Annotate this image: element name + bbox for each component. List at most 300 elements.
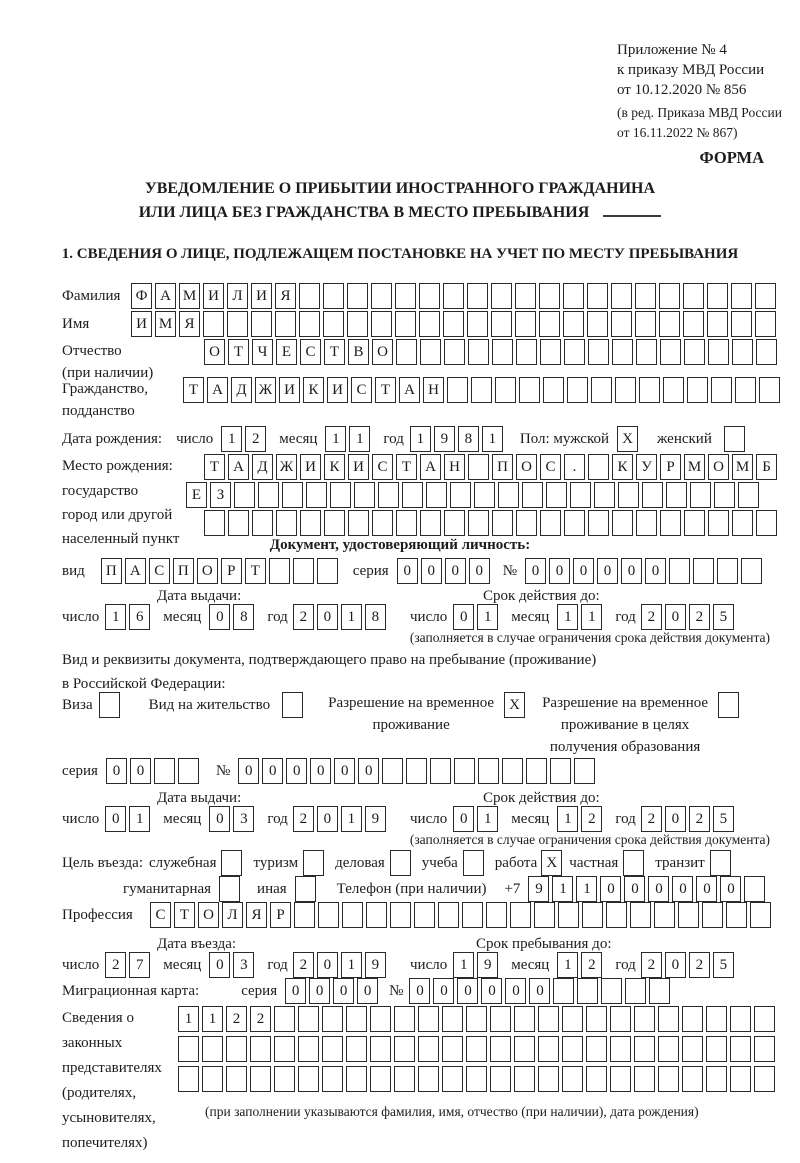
char-cell xyxy=(443,283,464,309)
purpose-business-checkbox xyxy=(390,850,414,876)
char-cell: Б xyxy=(756,454,777,480)
char-cell: С xyxy=(540,454,561,480)
amendment-line: от 16.11.2022 № 867) xyxy=(617,125,738,140)
char-cell xyxy=(659,311,680,337)
purpose-humanitarian-label: гуманитарная xyxy=(123,880,212,897)
char-cell: Ж xyxy=(255,377,276,403)
char-cell xyxy=(467,311,488,337)
char-cell: 1 xyxy=(410,426,431,452)
purpose-study-label: учеба xyxy=(421,854,458,871)
char-cell xyxy=(466,1006,487,1032)
char-cell: С xyxy=(351,377,372,403)
char-cell: 0 xyxy=(130,758,151,784)
char-cell: 0 xyxy=(469,558,490,584)
char-cell: 9 xyxy=(477,952,498,978)
char-cell xyxy=(495,377,516,403)
char-cell xyxy=(178,758,199,784)
char-cell xyxy=(414,902,435,928)
char-cell: И xyxy=(131,311,152,337)
char-cell xyxy=(370,1066,391,1092)
migration-number-label: № xyxy=(389,982,404,999)
char-cell: 3 xyxy=(233,952,254,978)
char-cell xyxy=(731,311,752,337)
char-cell xyxy=(611,311,632,337)
temp-residence-line2: проживание xyxy=(372,717,450,733)
char-cell: 0 xyxy=(433,978,454,1004)
char-cell: Ч xyxy=(252,339,273,365)
char-cell xyxy=(370,1036,391,1062)
given-name-row xyxy=(62,311,779,337)
temp-residence-line1: Разрешение на временное xyxy=(328,695,495,711)
char-cell xyxy=(658,1036,679,1062)
amendment-line: (в ред. Приказа МВД России xyxy=(617,105,782,120)
char-cell xyxy=(250,1036,271,1062)
month-label: месяц xyxy=(163,810,202,827)
birth-place-label2: государство xyxy=(62,483,139,499)
char-cell xyxy=(682,1036,703,1062)
permit-number-label: № xyxy=(215,762,231,779)
char-cell xyxy=(298,1006,319,1032)
char-cell xyxy=(732,339,753,365)
char-cell xyxy=(317,558,338,584)
char-cell xyxy=(202,1036,223,1062)
patronymic-boxes xyxy=(204,339,780,365)
year-label: год xyxy=(615,608,636,625)
permit-issue-day xyxy=(105,806,153,832)
char-cell xyxy=(330,482,351,508)
phone-label: Телефон (при наличии) xyxy=(336,880,487,897)
char-cell xyxy=(468,454,489,480)
profession-row xyxy=(62,902,774,928)
char-cell xyxy=(570,482,591,508)
char-cell xyxy=(342,902,363,928)
year-label: год xyxy=(267,608,288,625)
char-cell: Л xyxy=(227,283,248,309)
char-cell xyxy=(474,482,495,508)
char-cell: 0 xyxy=(453,604,474,630)
char-cell xyxy=(426,482,447,508)
purpose-tourism-label: туризм xyxy=(253,854,299,871)
char-cell xyxy=(492,510,513,536)
char-cell: А xyxy=(155,283,176,309)
char-cell: 0 xyxy=(505,978,526,1004)
char-cell xyxy=(663,377,684,403)
char-cell xyxy=(346,1006,367,1032)
char-cell: Н xyxy=(423,377,444,403)
identity-issue-month xyxy=(209,604,257,630)
char-cell: И xyxy=(203,283,224,309)
char-cell: И xyxy=(279,377,300,403)
char-cell xyxy=(654,902,675,928)
identity-issue-date-row xyxy=(62,604,389,630)
char-cell xyxy=(498,482,519,508)
char-cell xyxy=(234,482,255,508)
char-cell: 0 xyxy=(549,558,570,584)
representatives-boxes-2 xyxy=(178,1036,778,1062)
char-cell xyxy=(759,377,780,403)
char-cell xyxy=(354,482,375,508)
char-cell xyxy=(346,1066,367,1092)
char-cell xyxy=(660,339,681,365)
char-cell: 1 xyxy=(477,604,498,630)
char-cell: 1 xyxy=(178,1006,199,1032)
char-cell xyxy=(706,1006,727,1032)
char-cell: С xyxy=(149,558,170,584)
permit-valid-label: Срок действия до: xyxy=(483,790,600,806)
char-cell xyxy=(615,377,636,403)
char-cell: 1 xyxy=(482,426,503,452)
char-cell xyxy=(442,1006,463,1032)
char-cell: П xyxy=(101,558,122,584)
char-cell xyxy=(519,377,540,403)
char-cell: 2 xyxy=(641,806,662,832)
purpose-row2 xyxy=(123,876,768,902)
char-cell xyxy=(539,311,560,337)
char-cell xyxy=(586,1006,607,1032)
char-cell xyxy=(390,850,411,876)
char-cell xyxy=(587,311,608,337)
char-cell xyxy=(275,311,296,337)
char-cell: 0 xyxy=(286,758,307,784)
char-cell: 9 xyxy=(528,876,549,902)
char-cell: 7 xyxy=(129,952,150,978)
char-cell xyxy=(467,283,488,309)
char-cell: 2 xyxy=(293,952,314,978)
char-cell: 1 xyxy=(105,604,126,630)
char-cell: И xyxy=(348,454,369,480)
char-cell: 1 xyxy=(349,426,370,452)
char-cell xyxy=(539,283,560,309)
char-cell: 1 xyxy=(202,1006,223,1032)
representatives-boxes-1 xyxy=(178,1006,778,1032)
char-cell xyxy=(438,902,459,928)
char-cell: 0 xyxy=(457,978,478,1004)
char-cell xyxy=(258,482,279,508)
citizenship-row xyxy=(183,377,783,403)
char-cell xyxy=(591,377,612,403)
char-cell: 0 xyxy=(310,758,331,784)
char-cell: 1 xyxy=(341,604,362,630)
birth-place-row1 xyxy=(204,454,780,480)
char-cell xyxy=(601,978,622,1004)
char-cell xyxy=(588,339,609,365)
char-cell: А xyxy=(228,454,249,480)
char-cell: 2 xyxy=(250,1006,271,1032)
char-cell xyxy=(419,283,440,309)
char-cell: 1 xyxy=(221,426,242,452)
char-cell xyxy=(708,339,729,365)
char-cell xyxy=(726,902,747,928)
char-cell xyxy=(618,482,639,508)
char-cell xyxy=(683,311,704,337)
char-cell: 2 xyxy=(689,604,710,630)
char-cell xyxy=(450,482,471,508)
char-cell: 0 xyxy=(333,978,354,1004)
representatives-label2: законных xyxy=(62,1035,123,1051)
char-cell: Т xyxy=(396,454,417,480)
char-cell xyxy=(303,850,324,876)
char-cell xyxy=(490,1036,511,1062)
char-cell xyxy=(635,283,656,309)
char-cell xyxy=(690,482,711,508)
purpose-private-checkbox xyxy=(623,850,647,876)
char-cell xyxy=(293,558,314,584)
char-cell: М xyxy=(684,454,705,480)
char-cell xyxy=(276,510,297,536)
char-cell xyxy=(577,978,598,1004)
char-cell xyxy=(658,1006,679,1032)
char-cell: 2 xyxy=(641,952,662,978)
char-cell xyxy=(706,1036,727,1062)
char-cell: Я xyxy=(275,283,296,309)
char-cell: Т xyxy=(174,902,195,928)
char-cell xyxy=(396,339,417,365)
residence-permit-label: Вид на жительство xyxy=(148,697,271,713)
char-cell: 0 xyxy=(481,978,502,1004)
char-cell xyxy=(683,283,704,309)
temp-residence-label xyxy=(328,692,494,736)
char-cell xyxy=(394,1066,415,1092)
day-label: число xyxy=(410,810,448,827)
birth-date-row xyxy=(62,426,748,452)
char-cell xyxy=(610,1036,631,1062)
char-cell xyxy=(610,1066,631,1092)
char-cell: Т xyxy=(245,558,266,584)
char-cell xyxy=(442,1066,463,1092)
profession-boxes xyxy=(150,902,774,928)
char-cell: 1 xyxy=(325,426,346,452)
char-cell: 2 xyxy=(689,952,710,978)
char-cell xyxy=(274,1036,295,1062)
char-cell xyxy=(538,1036,559,1062)
char-cell: А xyxy=(420,454,441,480)
char-cell xyxy=(347,311,368,337)
char-cell xyxy=(466,1036,487,1062)
char-cell xyxy=(228,510,249,536)
char-cell xyxy=(219,876,240,902)
char-cell: 2 xyxy=(581,806,602,832)
char-cell: 8 xyxy=(233,604,254,630)
char-cell xyxy=(562,1066,583,1092)
char-cell xyxy=(526,758,547,784)
char-cell: 0 xyxy=(262,758,283,784)
char-cell: 0 xyxy=(720,876,741,902)
char-cell xyxy=(660,510,681,536)
char-cell xyxy=(684,339,705,365)
char-cell: 0 xyxy=(696,876,717,902)
page-title-line2-text: ИЛИ ЛИЦА БЕЗ ГРАЖДАНСТВА В МЕСТО ПРЕБЫВАНИЯ xyxy=(138,204,590,221)
char-cell xyxy=(538,1066,559,1092)
char-cell xyxy=(682,1006,703,1032)
char-cell: Я xyxy=(246,902,267,928)
char-cell: 1 xyxy=(557,952,578,978)
char-cell: 0 xyxy=(597,558,618,584)
char-cell: И xyxy=(300,454,321,480)
char-cell: У xyxy=(636,454,657,480)
char-cell: 3 xyxy=(233,806,254,832)
char-cell: 5 xyxy=(713,952,734,978)
char-cell xyxy=(442,1036,463,1062)
char-cell: С xyxy=(372,454,393,480)
permit-number-boxes xyxy=(238,758,598,784)
purpose-official-checkbox xyxy=(221,850,245,876)
migration-series-boxes xyxy=(285,978,381,1004)
representatives-label1: Сведения о xyxy=(62,1010,134,1026)
char-cell xyxy=(178,1066,199,1092)
month-label: месяц xyxy=(511,956,550,973)
char-cell xyxy=(669,558,690,584)
temp-residence-checkbox xyxy=(504,692,528,718)
char-cell xyxy=(178,1036,199,1062)
char-cell xyxy=(738,482,759,508)
char-cell: А xyxy=(125,558,146,584)
profession-label: Профессия xyxy=(62,906,133,923)
char-cell: Т xyxy=(183,377,204,403)
month-label: месяц xyxy=(511,810,550,827)
identity-valid-day xyxy=(453,604,501,630)
char-cell: М xyxy=(155,311,176,337)
char-cell: А xyxy=(399,377,420,403)
form-label: ФОРМА xyxy=(699,148,764,167)
char-cell: 0 xyxy=(672,876,693,902)
doc-kind-boxes xyxy=(101,558,341,584)
purpose-transit-checkbox xyxy=(710,850,734,876)
phone-boxes xyxy=(528,876,768,902)
permit-series-label: серия xyxy=(62,762,98,779)
representatives-label3: представителях xyxy=(62,1060,162,1076)
char-cell: Т xyxy=(375,377,396,403)
char-cell: 0 xyxy=(665,806,686,832)
char-cell: 0 xyxy=(409,978,430,1004)
birth-day-boxes xyxy=(221,426,269,452)
char-cell xyxy=(756,510,777,536)
char-cell xyxy=(730,1036,751,1062)
char-cell xyxy=(639,377,660,403)
char-cell xyxy=(708,510,729,536)
surname-label: Фамилия xyxy=(62,287,121,304)
char-cell: Р xyxy=(221,558,242,584)
char-cell: 1 xyxy=(341,806,362,832)
char-cell: 0 xyxy=(334,758,355,784)
char-cell xyxy=(420,510,441,536)
patronymic-label2: (при наличии) xyxy=(62,365,154,381)
char-cell xyxy=(322,1066,343,1092)
char-cell xyxy=(322,1036,343,1062)
visa-checkbox xyxy=(99,692,123,718)
char-cell: 0 xyxy=(453,806,474,832)
char-cell xyxy=(756,339,777,365)
birth-date-label: Дата рождения: xyxy=(62,430,163,447)
purpose-humanitarian-checkbox xyxy=(219,876,243,902)
appendix-line: от 10.12.2020 № 856 xyxy=(617,82,747,98)
char-cell xyxy=(731,283,752,309)
char-cell: 0 xyxy=(624,876,645,902)
char-cell: 0 xyxy=(238,758,259,784)
char-cell: Е xyxy=(276,339,297,365)
char-cell xyxy=(370,1006,391,1032)
char-cell xyxy=(468,510,489,536)
char-cell: 0 xyxy=(665,604,686,630)
char-cell: Т xyxy=(204,454,225,480)
purpose-other-label: иная xyxy=(257,880,287,897)
char-cell: К xyxy=(324,454,345,480)
char-cell: 0 xyxy=(317,604,338,630)
char-cell: Ж xyxy=(276,454,297,480)
char-cell xyxy=(588,510,609,536)
purpose-work-checkbox xyxy=(541,850,565,876)
year-label: год xyxy=(267,810,288,827)
permit-series-row xyxy=(62,758,598,784)
char-cell: 0 xyxy=(209,604,230,630)
char-cell: 0 xyxy=(209,952,230,978)
char-cell xyxy=(744,876,765,902)
permit-issue-month xyxy=(209,806,257,832)
identity-issue-day xyxy=(105,604,153,630)
entry-day xyxy=(105,952,153,978)
char-cell xyxy=(750,902,771,928)
given-name-label: Имя xyxy=(62,315,90,332)
char-cell xyxy=(466,1066,487,1092)
identity-valid-month xyxy=(557,604,605,630)
char-cell: А xyxy=(207,377,228,403)
surname-row xyxy=(62,283,779,309)
day-label: число xyxy=(410,956,448,973)
char-cell xyxy=(754,1036,775,1062)
char-cell xyxy=(371,311,392,337)
permit-valid-year xyxy=(641,806,737,832)
char-cell xyxy=(444,510,465,536)
char-cell: О xyxy=(516,454,537,480)
char-cell xyxy=(306,482,327,508)
month-label: месяц xyxy=(163,956,202,973)
char-cell xyxy=(298,1036,319,1062)
char-cell xyxy=(395,311,416,337)
char-cell xyxy=(658,1066,679,1092)
char-cell xyxy=(538,1006,559,1032)
representatives-row3 xyxy=(178,1066,778,1092)
sex-male-label: Пол: мужской xyxy=(519,430,610,447)
char-cell: П xyxy=(492,454,513,480)
char-cell xyxy=(492,339,513,365)
char-cell: 0 xyxy=(209,806,230,832)
char-cell: Ф xyxy=(131,283,152,309)
char-cell xyxy=(516,339,537,365)
char-cell xyxy=(454,758,475,784)
stay-month xyxy=(557,952,605,978)
char-cell xyxy=(324,510,345,536)
char-cell xyxy=(406,758,427,784)
day-label: число xyxy=(62,810,100,827)
char-cell xyxy=(394,1036,415,1062)
permit-issue-year xyxy=(293,806,389,832)
char-cell xyxy=(250,1066,271,1092)
char-cell: 0 xyxy=(357,978,378,1004)
year-label: год xyxy=(615,956,636,973)
char-cell: 1 xyxy=(453,952,474,978)
char-cell xyxy=(298,1066,319,1092)
char-cell xyxy=(227,311,248,337)
char-cell xyxy=(251,311,272,337)
char-cell: 2 xyxy=(105,952,126,978)
char-cell: П xyxy=(173,558,194,584)
char-cell xyxy=(623,850,644,876)
birth-place-row2 xyxy=(186,482,762,508)
char-cell: 9 xyxy=(365,952,386,978)
char-cell xyxy=(730,1066,751,1092)
char-cell: Р xyxy=(660,454,681,480)
char-cell: 0 xyxy=(358,758,379,784)
char-cell: 9 xyxy=(434,426,455,452)
